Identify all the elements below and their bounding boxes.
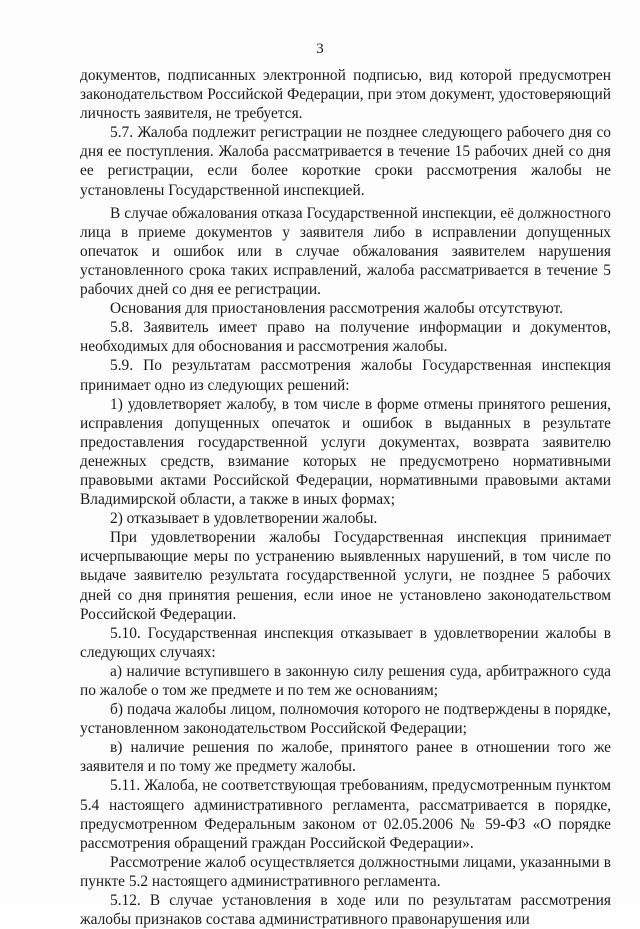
paragraph-satisfaction-measures: При удовлетворении жалобы Государственная инспекция принимает исчерпывающие меры по устранению выявленных нарушений, в том числе по выдаче заявителю результата государственной услуги, не позднее 5 рабочих дней со дня принятия решения, если иное не установлено законодательством Российской Федерации. [80,529,611,623]
paragraph-5-11: 5.11. Жалоба, не соответствующая требованиям, предусмотренным пунктом 5.4 настоящего административного регламента, рассматривается в порядке, предусмотренном Федеральным законом от 02.05.2006 № 59-ФЗ «О порядке рассмотрения обращений граждан Российской Федерации». [80,777,611,852]
paragraph-5-10: 5.10. Государственная инспекция отказывает в удовлетворении жалобы в следующих случаях: [80,624,611,661]
paragraph-refusal-a: а) наличие вступившего в законную силу решения суда, арбитражного суда по жалобе о том же предмете и по тем же основаниям; [80,662,611,699]
paragraph-5-8: 5.8. Заявитель имеет право на получение информации и документов, необходимых для обоснования и рассмотрения жалобы. [80,319,611,356]
paragraph-continuation: документов, подписанных электронной подписью, вид которой предусмотрен законодательством Российской Федерации, при этом документ, удостоверяющий личность заявителя, не требуется. [80,67,611,123]
paragraph-5-9: 5.9. По результатам рассмотрения жалобы Государственная инспекция принимает одно из следующих решений: [80,357,611,394]
paragraph-refusal-c: в) наличие решения по жалобе, принятого ранее в отношении того же заявителя и по тому же предмету жалобы. [80,739,611,776]
document-body [80,66,611,929]
paragraph-5-12: 5.12. В случае установления в ходе или по результатам рассмотрения жалобы признаков состава административного правонарушения или [80,892,611,929]
paragraph-decision-2: 2) отказывает в удовлетворении жалобы. [110,510,378,528]
paragraph-officials: Рассмотрение жалоб осуществляется должностными лицами, указанными в пункте 5.2 настоящего административного регламента. [80,853,611,890]
paragraph-5-7: 5.7. Жалоба подлежит регистрации не позднее следующего рабочего дня со дня ее поступления. Жалоба рассматривается в течение 15 рабочих дней со дня ее регистрации, если более короткие сроки рассмотрения жалобы не установлены Государственной инспекцией. [80,124,611,199]
page-number: 3 [316,41,324,57]
paragraph-appeal-refusal: В случае обжалования отказа Государственной инспекции, её должностного лица в приеме документов у заявителя либо в исправлении допущенных опечаток и ошибок или в случае обжалования заявителем нарушения установленного срока таких исправлений, жалоба рассматривается в течение 5 рабочих дней со дня ее регистрации. [80,204,611,299]
paragraph-refusal-b: б) подача жалобы лицом, полномочия которого не подтверждены в порядке, установленном законодательством Российской Федерации; [80,701,611,738]
paragraph-no-suspension: Основания для приостановления рассмотрения жалобы отсутствуют. [110,300,563,318]
paragraph-decision-1: 1) удовлетворяет жалобу, в том числе в форме отмены принятого решения, исправления допущенных опечаток и ошибок в выданных в результате предоставления государственной услуги документах, возврата заявителю денежных средств, взимание которых не предусмотрено нормативными правовыми актами Российской Федерации, нормативными правовыми актами Владимирской области, а также в иных формах; [80,395,611,509]
